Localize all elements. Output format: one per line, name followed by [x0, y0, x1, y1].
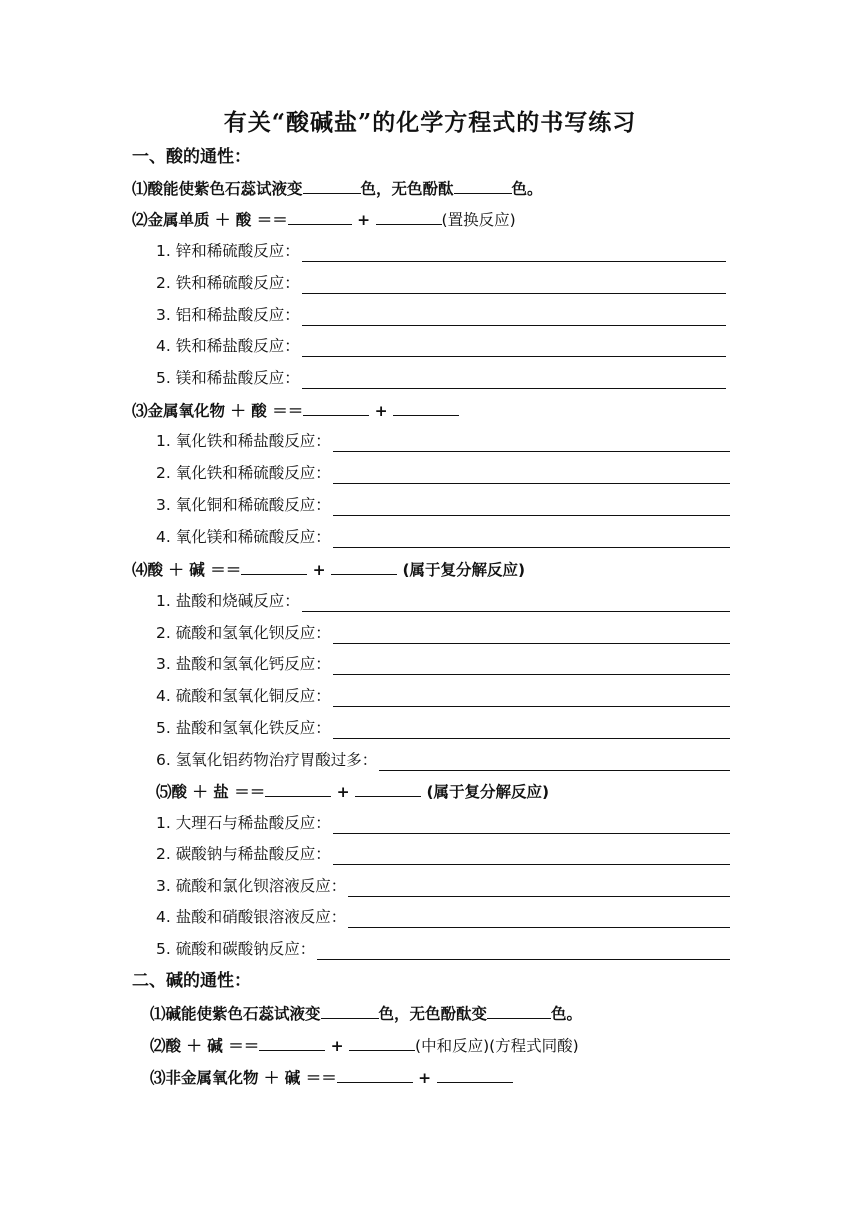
answer-line[interactable] — [302, 275, 726, 294]
answer-line[interactable] — [302, 593, 730, 612]
metal-oxide-acid-heading — [132, 399, 459, 421]
exercise-label: 3. 铝和稀盐酸反应： — [156, 306, 300, 324]
item-number: ⑸ — [156, 783, 172, 801]
item-number: ⑴ — [132, 180, 148, 198]
exercise-item — [156, 653, 730, 675]
exercise-item — [156, 304, 726, 326]
exercise-item — [156, 843, 730, 865]
exercise-item — [156, 462, 730, 484]
answer-blank[interactable] — [265, 780, 331, 797]
item-number: ⑴ — [150, 1005, 166, 1023]
question-text: 色，无色酚酞 — [360, 180, 454, 198]
plus-sign: + — [330, 1037, 344, 1055]
item-number: ⑶ — [132, 402, 148, 420]
exercise-label: 2. 铁和稀硫酸反应： — [156, 274, 300, 292]
item-number: ⑶ — [150, 1069, 166, 1087]
answer-line[interactable] — [333, 846, 730, 865]
acid-indicator-line — [132, 177, 543, 199]
answer-blank[interactable] — [355, 780, 421, 797]
section2-heading: 二、碱的通性： — [132, 971, 251, 991]
reaction-formula: 非金属氧化物 ＋ 碱 ＝＝ — [165, 1069, 337, 1087]
answer-line[interactable] — [333, 625, 730, 644]
exercise-item — [156, 367, 726, 389]
base-indicator-line — [150, 1002, 582, 1024]
reaction-formula: 酸 ＋ 盐 ＝＝ — [171, 783, 266, 801]
item-number: ⑵ — [132, 211, 148, 229]
reaction-note: (属于复分解反应) — [402, 561, 526, 579]
answer-blank[interactable] — [303, 177, 361, 194]
answer-line[interactable] — [333, 815, 730, 834]
answer-blank[interactable] — [303, 399, 369, 416]
exercise-label: 2. 氧化铁和稀硫酸反应： — [156, 464, 331, 482]
exercise-item — [156, 430, 730, 452]
exercise-label: 1. 大理石与稀盐酸反应： — [156, 814, 331, 832]
question-text: 酸能使紫色石蕊试液变 — [147, 180, 303, 198]
question-text: 色，无色酚酞变 — [378, 1005, 488, 1023]
answer-blank[interactable] — [487, 1002, 551, 1019]
answer-blank[interactable] — [321, 1002, 379, 1019]
exercise-item — [156, 717, 730, 739]
answer-blank[interactable] — [288, 208, 352, 225]
exercise-item — [156, 494, 730, 516]
metal-acid-heading — [132, 208, 516, 230]
answer-line[interactable] — [333, 433, 730, 452]
question-text: 碱能使紫色石蕊试液变 — [165, 1005, 321, 1023]
exercise-label: 3. 氧化铜和稀硫酸反应： — [156, 496, 331, 514]
reaction-formula: 酸 ＋ 碱 ＝＝ — [147, 561, 242, 579]
exercise-label: 5. 镁和稀盐酸反应： — [156, 369, 300, 387]
exercise-label: 1. 锌和稀硫酸反应： — [156, 242, 300, 260]
base-acid-heading — [150, 1034, 579, 1056]
answer-line[interactable] — [302, 370, 726, 389]
answer-line[interactable] — [348, 909, 730, 928]
reaction-note: (置换反应) — [441, 211, 516, 229]
plus-sign: + — [357, 211, 371, 229]
exercise-item — [156, 906, 730, 928]
exercise-item — [156, 749, 730, 771]
answer-blank[interactable] — [393, 399, 459, 416]
plus-sign: + — [312, 561, 326, 579]
exercise-item — [156, 272, 726, 294]
plus-sign: + — [418, 1069, 432, 1087]
exercise-label: 5. 硫酸和碳酸钠反应： — [156, 940, 316, 958]
answer-line[interactable] — [379, 752, 730, 771]
item-number: ⑵ — [150, 1037, 166, 1055]
reaction-formula: 金属单质 ＋ 酸 ＝＝ — [147, 211, 288, 229]
reaction-formula: 酸 ＋ 碱 ＝＝ — [165, 1037, 260, 1055]
section1-heading: 一、酸的通性： — [132, 147, 251, 167]
exercise-label: 3. 盐酸和氢氧化钙反应： — [156, 655, 331, 673]
answer-line[interactable] — [333, 529, 730, 548]
answer-blank[interactable] — [454, 177, 512, 194]
acid-base-heading — [132, 558, 525, 580]
reaction-formula: 金属氧化物 ＋ 酸 ＝＝ — [147, 402, 304, 420]
answer-blank[interactable] — [349, 1034, 415, 1051]
plus-sign: + — [374, 402, 388, 420]
exercise-label: 4. 盐酸和硝酸银溶液反应： — [156, 908, 347, 926]
answer-line[interactable] — [333, 688, 730, 707]
answer-line[interactable] — [348, 878, 730, 897]
nonmetal-oxide-base-heading — [150, 1066, 513, 1088]
exercise-label: 1. 氧化铁和稀盐酸反应： — [156, 432, 331, 450]
exercise-item — [156, 622, 730, 644]
answer-line[interactable] — [333, 656, 730, 675]
page-title: 有关“酸碱盐”的化学方程式的书写练习 — [223, 109, 637, 136]
answer-line[interactable] — [302, 243, 726, 262]
exercise-label: 1. 盐酸和烧碱反应： — [156, 592, 300, 610]
exercise-item — [156, 526, 730, 548]
exercise-label: 4. 氧化镁和稀硫酸反应： — [156, 528, 331, 546]
reaction-note: (中和反应)(方程式同酸) — [415, 1037, 579, 1055]
answer-line[interactable] — [302, 307, 726, 326]
exercise-label: 2. 硫酸和氢氧化钡反应： — [156, 624, 331, 642]
exercise-label: 5. 盐酸和氢氧化铁反应： — [156, 719, 331, 737]
answer-blank[interactable] — [437, 1066, 513, 1083]
exercise-label: 2. 碳酸钠与稀盐酸反应： — [156, 845, 331, 863]
answer-line[interactable] — [333, 465, 730, 484]
plus-sign: + — [336, 783, 350, 801]
reaction-note: (属于复分解反应) — [426, 783, 550, 801]
exercise-label: 6. 氢氧化铝药物治疗胃酸过多： — [156, 751, 378, 769]
exercise-item — [156, 335, 726, 357]
answer-line[interactable] — [302, 338, 726, 357]
answer-blank[interactable] — [337, 1066, 413, 1083]
exercise-label: 4. 硫酸和氢氧化铜反应： — [156, 687, 331, 705]
answer-line[interactable] — [317, 941, 730, 960]
exercise-item — [156, 685, 730, 707]
exercise-item — [156, 938, 730, 960]
answer-blank[interactable] — [376, 208, 442, 225]
exercise-item — [156, 240, 726, 262]
question-text: 色。 — [511, 180, 543, 198]
answer-line[interactable] — [333, 497, 730, 516]
acid-salt-heading — [156, 780, 549, 802]
exercise-item — [156, 875, 730, 897]
question-text: 色。 — [551, 1005, 583, 1023]
answer-line[interactable] — [333, 720, 730, 739]
answer-blank[interactable] — [259, 1034, 325, 1051]
exercise-item — [156, 590, 730, 612]
exercise-item — [156, 812, 730, 834]
answer-blank[interactable] — [241, 558, 307, 575]
answer-blank[interactable] — [331, 558, 397, 575]
item-number: ⑷ — [132, 561, 148, 579]
exercise-label: 4. 铁和稀盐酸反应： — [156, 337, 300, 355]
exercise-label: 3. 硫酸和氯化钡溶液反应： — [156, 877, 347, 895]
